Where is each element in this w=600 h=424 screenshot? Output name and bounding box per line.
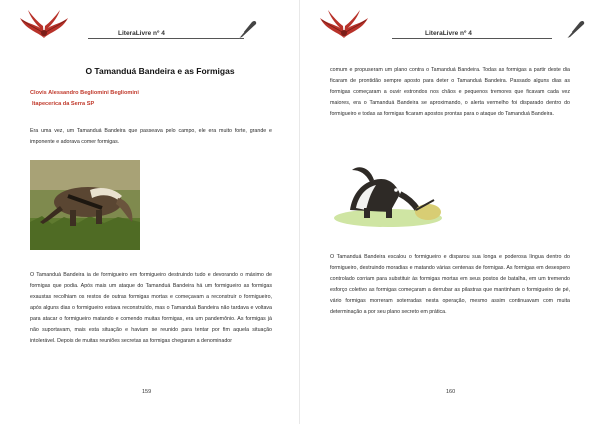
anteater-photo-icon [30,160,140,250]
header-rule [88,38,244,39]
header-title: LiteraLivre nº 4 [425,30,472,37]
author-name: Clovis Alessandro Begliomini Begliomini [30,90,139,96]
quill-pen-icon [564,18,586,40]
continued-paragraph: comum e propuseram um plano contra o Tamanduá Bandeira. Todas as formigas a partir deste dia ficaram de prontidão sempre aposto para deter o Tamanduá Bandeira. Passado alguns dias as formigas começaram a ouvir estrondos nos chãos e pequenos tremores que ficavam cada vez maiores, era o Tamanduá Bandeira se aproximando, o alerta vermelho foi disparado dentro do formigueiro e todas as formigas ficaram apostos prontas para o ataque do Tamanduá Bandeira. [330,67,570,117]
winged-heart-logo-icon [316,8,372,42]
intro-paragraph: Era uma vez, um Tamanduá Bandeira que passeava pelo campo, ele era muito forte, grande e imponente e adorava comer formigas. [30,128,272,145]
header-title: LiteraLivre nº 4 [118,30,165,37]
story-title: O Tamanduá Bandeira e as Formigas [85,66,235,76]
page-number: 159 [142,389,152,395]
closing-paragraph: O Tamanduá Bandeira escalou o formigueiro e disparou sua longa e poderosa língua dentro do formigueiro, destruindo moradias e matando várias centenas de formigas. As formigas em desespero controlado corriam para substituir às formigas mortas em seus postos de batalha, em um tremendo esforço coletivo as formigas começaram a derrubar as pilastras que mantinham o formigueiro de pé, vário formigas morreram soterradas nesta operação, mesmo assim continuavam com muita determinação a por seu plano secreto em prática. [330,254,570,315]
author-city: Itapecerica da Serra SP [32,101,95,107]
cartoon-anteater-icon [330,158,445,228]
body-paragraph: O Tamanduá Bandeira ia de formigueiro em formigueiro destruindo tudo e devorando o máximo de formigas que podia. Após mais um ataque do Tamanduá Bandeira há um formigueiro as formigas exaustas recolhiam os restos de outras formigas mortas e começavam a reconstruir o formigueiro, após alguns dias o formigueiro estava reconstruído, mas o Tamanduá Bandeira não tardava e voltava para atacar o formigueiro matando e comendo muitas formigas, era um pandemônio. As formigas já não suportavam, mais esta situação e haviam se reunido para tentar por fim aquela situação intolerável. Depois de muitas reuniões secretas as formigas chegaram a denominador [30,272,272,344]
page-number: 160 [446,389,456,395]
winged-heart-logo-icon [16,8,72,42]
quill-pen-icon [236,18,258,40]
right-page [300,0,600,424]
header-rule [392,38,552,39]
